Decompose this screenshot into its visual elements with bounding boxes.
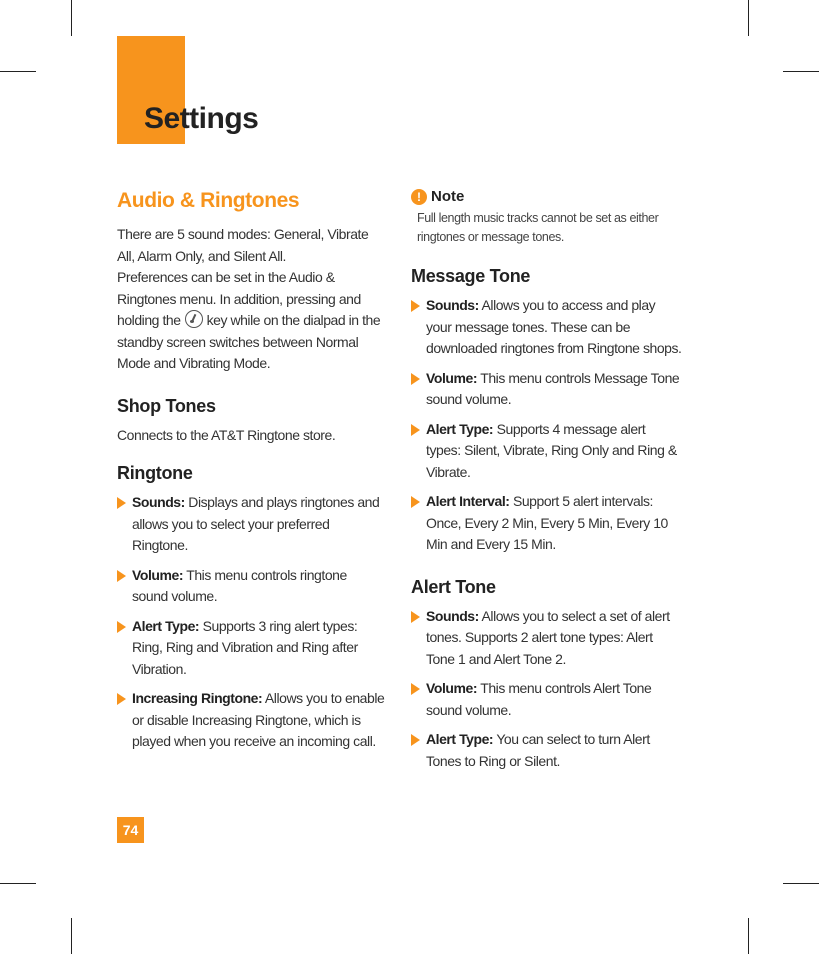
list-item — [411, 606, 683, 671]
item-text: Supports 3 ring alert types: Ring, Ring and Vibration and Ring after Vibration. — [132, 617, 358, 677]
list-item — [411, 729, 683, 772]
item-text: Allows you to select a set of alert tones. Supports 2 alert tone types: Alert Tone 1 and Alert Tone 2. — [426, 607, 670, 667]
list-item — [411, 678, 683, 721]
arrow-bullet-icon — [117, 693, 126, 705]
item-text: You can select to turn Alert Tones to Ring or Silent. — [426, 731, 650, 769]
message-tone-list — [411, 295, 683, 556]
shop-tones-text: Connects to the AT&T Ringtone store. — [117, 426, 336, 443]
arrow-bullet-icon — [117, 621, 126, 633]
item-label: Alert Type: — [426, 420, 494, 437]
alert-tone-list — [411, 606, 683, 773]
arrow-bullet-icon — [411, 611, 420, 623]
arrow-bullet-icon — [117, 497, 126, 509]
crop-mark — [783, 71, 819, 72]
audio-para-1: There are 5 sound modes: General, Vibrate All, Alarm Only, and Silent All. — [117, 226, 369, 264]
crop-mark — [0, 71, 36, 72]
arrow-bullet-icon — [411, 424, 420, 436]
item-text: Allows you to enable or disable Increasing Ringtone, which is played when you receive an incoming call. — [132, 690, 385, 749]
arrow-bullet-icon — [411, 300, 420, 312]
list-item — [411, 368, 683, 411]
item-label: Volume: — [132, 566, 184, 583]
item-text: This menu controls Alert Tone sound volume. — [426, 680, 652, 718]
note-label: Note — [431, 188, 465, 205]
warning-icon: ! — [411, 189, 427, 205]
crop-mark — [748, 918, 749, 954]
right-column — [411, 188, 683, 780]
note-text: Full length music tracks cannot be set as either ringtones or message tones. — [417, 211, 659, 244]
item-label: Alert Type: — [426, 731, 494, 747]
list-item — [411, 419, 683, 484]
alert-tone-heading: Alert Tone — [411, 576, 496, 597]
crop-mark — [71, 918, 72, 954]
item-text: This menu controls Message Tone sound volume. — [426, 369, 680, 407]
crop-mark — [0, 883, 36, 884]
item-text: Allows you to access and play your message tones. These can be downloaded ringtones from Ringtone shops. — [426, 297, 682, 356]
list-item — [411, 491, 683, 556]
ringtone-heading: Ringtone — [117, 463, 193, 483]
list-item — [117, 492, 385, 557]
item-label: Increasing Ringtone: — [132, 690, 263, 706]
arrow-bullet-icon — [411, 496, 420, 508]
arrow-bullet-icon — [117, 570, 126, 582]
item-text: Displays and plays ringtones and allows you to select your preferred Ringtone. — [132, 494, 380, 553]
music-key-icon — [185, 310, 203, 328]
item-text: Supports 4 message alert types: Silent, Vibrate, Ring Only and Ring & Vibrate. — [426, 420, 677, 480]
note-header — [411, 188, 683, 205]
item-text: Support 5 alert intervals: Once, Every 2 Min, Every 5 Min, Every 10 Min and Every 15 Min. — [426, 493, 668, 552]
message-tone-heading: Message Tone — [411, 266, 531, 286]
audio-ringtones-heading: Audio & Ringtones — [117, 189, 300, 212]
list-item — [117, 688, 385, 753]
arrow-bullet-icon — [411, 373, 420, 385]
item-label: Alert Type: — [132, 617, 200, 634]
shop-tones-heading: Shop Tones — [117, 395, 216, 416]
item-label: Volume: — [426, 369, 478, 386]
arrow-bullet-icon — [411, 734, 420, 746]
crop-mark — [783, 883, 819, 884]
page-title: Settings — [144, 102, 259, 135]
left-column — [117, 186, 385, 761]
item-label: Sounds: — [132, 494, 185, 510]
list-item — [117, 565, 385, 608]
item-text: This menu controls ringtone sound volume. — [132, 566, 347, 604]
arrow-bullet-icon — [411, 683, 420, 695]
item-label: Alert Interval: — [426, 493, 510, 509]
item-label: Sounds: — [426, 297, 479, 313]
page-number: 74 — [117, 817, 144, 843]
crop-mark — [748, 0, 749, 36]
item-label: Sounds: — [426, 607, 479, 624]
audio-para-2-after: key while on the dialpad in the standby screen switches between Normal Mode and Vibrating Mode. — [117, 312, 381, 371]
item-label: Volume: — [426, 680, 478, 696]
list-item — [117, 616, 385, 681]
list-item — [411, 295, 683, 360]
audio-para-2-before: Preferences can be set in the Audio & Ringtones menu. In addition, pressing and holding the — [117, 269, 361, 328]
audio-para-2 — [117, 267, 385, 375]
ringtone-list — [117, 492, 385, 753]
crop-mark — [71, 0, 72, 36]
